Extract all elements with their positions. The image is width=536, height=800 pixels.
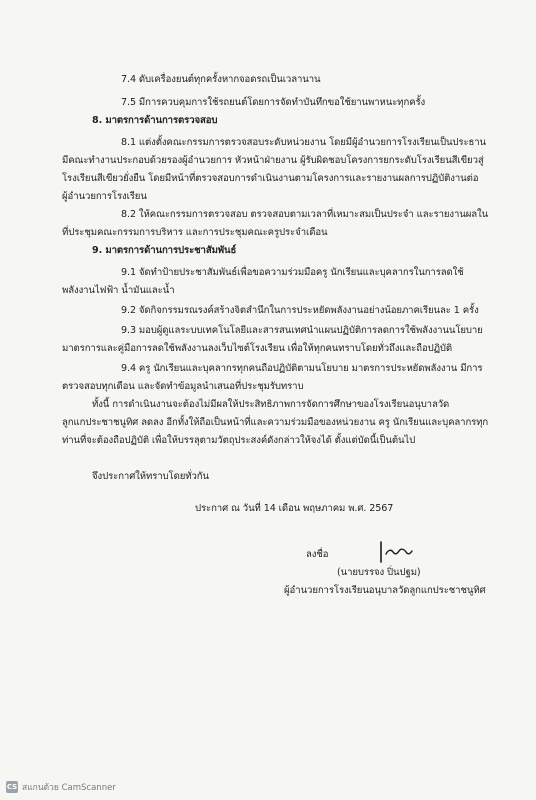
item-9-1-line-2: พลังงานไฟฟ้า น้ำมันและน้ำ <box>62 285 175 296</box>
closing-paragraph-line-1: ทั้งนี้ การดำเนินงานจะต้องไม่มีผลให้ประสิทธิภาพการจัดการศึกษาของโรงเรียนอนุบาลวัด <box>92 399 450 410</box>
announcement-date: ประกาศ ณ วันที่ 14 เดือน พฤษภาคม พ.ศ. 2567 <box>195 503 394 514</box>
item-7-4: 7.4 ดับเครื่องยนต์ทุกครั้งหากจอดรถเป็นเวลานาน <box>121 74 321 85</box>
item-9-4-line-1: 9.4 ครู นักเรียนและบุคลากรทุกคนถือปฏิบัติตามนโยบาย มาตรการประหยัดพลังงาน มีการ <box>121 363 483 374</box>
camscanner-text: สแกนด้วย CamScanner <box>22 783 116 793</box>
item-8-2-line-1: 8.2 ให้คณะกรรมการตรวจสอบ ตรวจสอบตามเวลาที่เหมาะสมเป็นประจำ และรายงานผลใน <box>121 209 489 220</box>
sign-label: ลงชื่อ <box>306 549 329 560</box>
item-9-3-line-2: มาตรการและคู่มือการลดใช้พลังงานลงเว็บไซต์โรงเรียน เพื่อให้ทุกคนทราบโดยทั่วถึงและถือปฏิบัติ <box>62 343 453 354</box>
camscanner-logo-icon: CS <box>6 783 18 791</box>
item-7-5: 7.5 มีการควบคุมการใช้รถยนต์โดยการจัดทำบันทึกขอใช้ยานพาหนะทุกครั้ง <box>121 97 426 108</box>
item-8-1-line-2: มีคณะทำงานประกอบด้วยรองผู้อำนวยการ หัวหน้าฝ่ายงาน ผู้รับผิดชอบโครงการยกระดับโรงเรียนสีเขียวสู่ <box>62 155 484 166</box>
item-9-4-line-2: ตรวจสอบทุกเดือน และจัดทำข้อมูลนำเสนอที่ประชุมรับทราบ <box>62 381 304 392</box>
item-8-1-line-3: โรงเรียนสีเขียวยั่งยืน โดยมีหน้าที่ตรวจสอบการดำเนินงานตามโครงการและรายงานผลการปฏิบัติงานต่อ <box>62 173 479 184</box>
item-8-1-line-4: ผู้อำนวยการโรงเรียน <box>62 191 147 202</box>
section-9-heading: 9. มาตรการด้านการประชาสัมพันธ์ <box>92 245 237 256</box>
closing-paragraph-line-3: ท่านที่จะต้องถือปฏิบัติ เพื่อให้บรรลุตามวัตถุประสงค์ดังกล่าวให้จงได้ ตั้งแต่บัดนี้เป็นต้นไป <box>62 435 416 446</box>
item-8-1-line-1: 8.1 แต่งตั้งคณะกรรมการตรวจสอบระดับหน่วยงาน โดยมีผู้อำนวยการโรงเรียนเป็นประธาน <box>121 137 487 148</box>
section-8-heading: 8. มาตรการด้านการตรวจสอบ <box>92 115 218 126</box>
announcement-line: จึงประกาศให้ทราบโดยทั่วกัน <box>92 471 209 482</box>
signatory-position: ผู้อำนวยการโรงเรียนอนุบาลวัดลูกแกประชาชนูทิศ <box>284 585 486 596</box>
item-9-1-line-1: 9.1 จัดทำป้ายประชาสัมพันธ์เพื่อขอความร่วมมือครู นักเรียนและบุคลากรในการลดใช้ <box>121 267 464 278</box>
closing-paragraph-line-2: ลูกแกประชาชนูทิศ ลดลง อีกทั้งให้ถือเป็นหน้าที่และความร่วมมือของหน่วยงาน ครู นักเรียนและบุคลากรทุก <box>62 417 489 428</box>
camscanner-watermark <box>6 780 116 794</box>
item-9-2: 9.2 จัดกิจกรรมรณรงค์สร้างจิตสำนึกในการประหยัดพลังงานอย่างน้อยภาคเรียนละ 1 ครั้ง <box>121 305 479 316</box>
item-9-3-line-1: 9.3 มอบผู้ดูแลระบบเทคโนโลยีและสารสนเทศนำแผนปฏิบัติการลดการใช้พลังงานนโยบาย <box>121 325 483 336</box>
item-8-2-line-2: ที่ประชุมคณะกรรมการบริหาร และการประชุมคณะครูประจำเดือน <box>62 227 328 238</box>
signatory-name: (นายบรรจง ปิ่นปฐม) <box>337 567 421 578</box>
signature-mark <box>375 540 415 564</box>
